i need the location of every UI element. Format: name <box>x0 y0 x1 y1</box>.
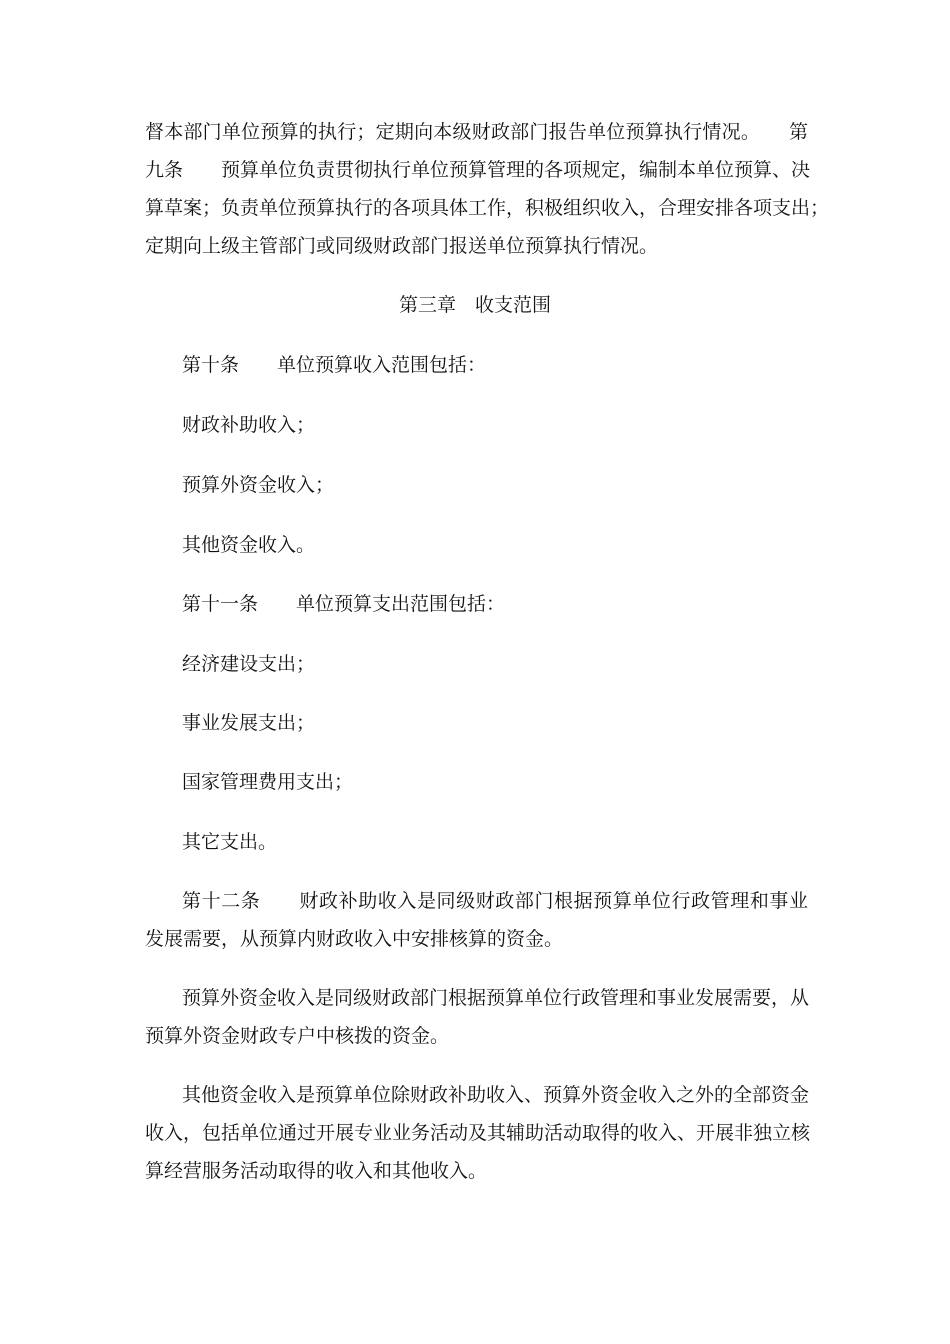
list-item: 预算外资金收入； <box>182 474 335 496</box>
paragraph-line: 算经营服务活动取得的收入和其他收入。 <box>145 1160 488 1182</box>
paragraph-line: 预算外资金财政专户中核拨的资金。 <box>145 1025 450 1047</box>
chapter-heading: 第三章 收支范围 <box>398 294 551 316</box>
paragraph-line: 收入，包括单位通过开展专业业务活动及其辅助活动取得的收入、开展非独立核 <box>145 1122 811 1144</box>
paragraph-line: 督本部门单位预算的执行；定期向本级财政部门报告单位预算执行情况。 第 <box>145 121 808 143</box>
paragraph-line: 九条 预算单位负责贯彻执行单位预算管理的各项规定，编制本单位预算、决 <box>145 159 811 181</box>
list-item: 其它支出。 <box>182 831 278 853</box>
list-item: 其他资金收入。 <box>182 534 316 556</box>
list-item: 事业发展支出； <box>182 712 316 734</box>
paragraph-line: 第十二条 财政补助收入是同级财政部门根据预算单位行政管理和事业 <box>182 890 808 912</box>
list-item: 经济建设支出； <box>182 653 316 675</box>
paragraph-line: 预算外资金收入是同级财政部门根据预算单位行政管理和事业发展需要，从 <box>182 987 810 1009</box>
paragraph-line: 算草案；负责单位预算执行的各项具体工作，积极组织收入，合理安排各项支出； <box>145 197 830 219</box>
list-item: 国家管理费用支出； <box>182 771 354 793</box>
list-item: 财政补助收入； <box>182 414 316 436</box>
article-heading: 第十一条 单位预算支出范围包括： <box>182 593 506 615</box>
paragraph-line: 其他资金收入是预算单位除财政补助收入、预算外资金收入之外的全部资金 <box>182 1084 810 1106</box>
article-heading: 第十条 单位预算收入范围包括： <box>182 354 487 376</box>
paragraph-line: 发展需要，从预算内财政收入中安排核算的资金。 <box>145 928 564 950</box>
paragraph-line: 定期向上级主管部门或同级财政部门报送单位预算执行情况。 <box>145 235 659 257</box>
